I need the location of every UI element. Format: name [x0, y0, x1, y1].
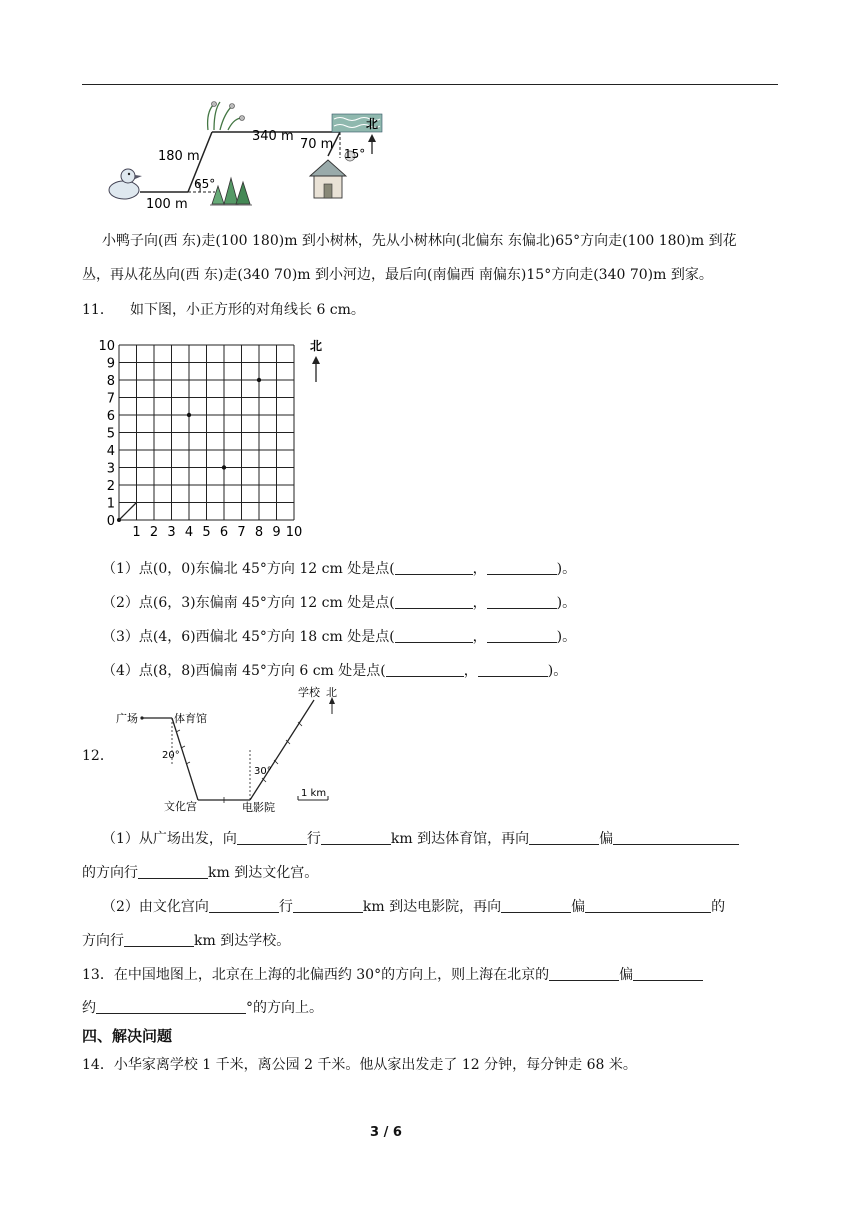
q11-item-3-sep: ，	[472, 629, 487, 645]
q11-item-2-blank-y[interactable]	[487, 594, 557, 609]
grid-point	[257, 378, 261, 382]
grid-lines	[119, 345, 294, 520]
north-arrow-icon	[368, 134, 376, 154]
q12-p2-blank-distance-2[interactable]	[124, 932, 194, 947]
trees-icon	[210, 178, 252, 205]
label-north-q11: 北	[310, 339, 323, 353]
x-tick-label: 7	[237, 525, 246, 540]
q11-item-1-blank-y[interactable]	[487, 560, 557, 575]
q11-item-1-sep: ，	[472, 561, 487, 577]
q12-part1-line2	[82, 862, 318, 882]
y-tick-label: 0	[106, 514, 115, 529]
grid-figure-q11	[98, 332, 338, 544]
q12-part2-line2	[82, 930, 290, 950]
label-north-q10: 北	[366, 117, 379, 131]
y-tick-label: 6	[106, 409, 115, 424]
header-rule	[82, 84, 778, 85]
q11-item-2	[102, 592, 576, 612]
q12-p2-text-c: km 到达电影院，再向	[362, 899, 502, 915]
q11-item-3-end: )。	[556, 629, 577, 645]
section-heading: 四、解决问题	[82, 1027, 173, 1045]
q12-p1-blank-distance[interactable]	[321, 830, 391, 845]
label-square: 广场	[116, 712, 138, 725]
q13-text-c: 约	[82, 1000, 96, 1016]
y-tick-label: 9	[106, 356, 115, 372]
q12-p1-text-a: （1）从广场出发，向	[102, 831, 237, 847]
q11-item-3	[102, 626, 576, 646]
label-15deg: 15°	[344, 147, 366, 161]
x-tick-label: 1	[132, 525, 141, 540]
x-tick-label: 10	[285, 525, 303, 540]
y-tick-label: 10	[98, 339, 115, 354]
y-tick-label: 2	[106, 479, 115, 494]
q11-item-1-end: )。	[556, 561, 577, 577]
label-340m: 340 m	[252, 129, 294, 144]
q14-text: 14．小华家离学校 1 千米，离公园 2 千米。他从家出发走了 12 分钟，每分钟走 68 米。	[82, 1057, 637, 1073]
label-north-q12: 北	[326, 686, 337, 699]
q13-line1	[82, 964, 703, 984]
label-palace: 文化宫	[164, 800, 197, 813]
q13-text-d: °的方向上。	[246, 1000, 323, 1016]
q13-text-a: 13．在中国地图上，北京在上海的北偏西约 30°的方向上，则上海在北京的	[82, 967, 550, 983]
q11-item-3-text: （3）点(4，6)西偏北 45°方向 18 cm 处是点(	[102, 629, 395, 645]
q11-item-4	[102, 660, 567, 680]
q13-text-b: 偏	[619, 967, 634, 983]
q12-p1-text-c: km 到达体育馆，再向	[390, 831, 530, 847]
x-tick-label: 2	[149, 525, 159, 540]
north-arrow-icon	[329, 697, 335, 714]
q11-item-4-end: )。	[547, 663, 568, 679]
label-cinema: 电影院	[242, 801, 275, 814]
q12-p1-text-f: km 到达文化宫。	[208, 865, 319, 881]
q12-p2-blank-direction[interactable]	[209, 898, 279, 913]
q12-p1-blank-direction[interactable]	[237, 830, 307, 845]
x-tick-label: 5	[202, 525, 211, 540]
q11-item-3-blank-y[interactable]	[487, 628, 557, 643]
q11-item-2-text: （2）点(6，3)东偏南 45°方向 12 cm 处是点(	[102, 595, 395, 611]
diagonal-segment	[119, 503, 137, 521]
q12-p2-text-e: 的	[711, 899, 726, 915]
q11-item-3-blank-x[interactable]	[395, 628, 473, 643]
q11-number: 11．	[82, 302, 114, 318]
q12-p2-blank-angle[interactable]	[585, 898, 711, 913]
label-20deg: 20°	[162, 750, 180, 761]
y-tick-label: 7	[106, 391, 115, 407]
q12-part2-line1	[102, 896, 725, 916]
q11-item-4-sep: ，	[463, 663, 478, 679]
q12-p2-blank-distance[interactable]	[293, 898, 363, 913]
label-100m: 100 m	[146, 197, 188, 212]
y-tick-labels	[98, 339, 115, 529]
q11-item-2-blank-x[interactable]	[395, 594, 473, 609]
q10-line2: 丛，再从花丛向(西 东)走(340 70)m 到小河边，最后向(南偏西 南偏东)15°方向走(340 70)m 到家。	[82, 267, 713, 283]
q11-item-4-blank-x[interactable]	[386, 662, 464, 677]
x-tick-labels	[132, 525, 302, 540]
label-70m: 70 m	[300, 137, 334, 152]
y-tick-label: 8	[106, 374, 115, 389]
label-65deg: 65°	[194, 177, 216, 191]
q11-item-1-text: （1）点(0，0)东偏北 45°方向 12 cm 处是点(	[102, 561, 395, 577]
y-tick-label: 4	[106, 444, 115, 459]
x-tick-label: 8	[254, 525, 264, 540]
x-tick-label: 9	[272, 525, 281, 540]
q12-p2-text-g: km 到达学校。	[194, 933, 291, 949]
label-gym: 体育馆	[174, 712, 207, 725]
q11-item-1	[102, 558, 576, 578]
y-tick-label: 1	[106, 496, 115, 512]
q12-p1-blank-direction-2[interactable]	[529, 830, 599, 845]
grid-point	[187, 413, 191, 417]
q12-p2-blank-direction-2[interactable]	[501, 898, 571, 913]
y-tick-label: 5	[106, 426, 115, 442]
map-figure-q12	[112, 684, 352, 814]
label-30deg: 30°	[254, 766, 272, 777]
duck-icon	[109, 169, 142, 199]
q10-line1: 小鸭子向(西 东)走(100 180)m 到小树林，先从小树林向(北偏东 东偏北)65°方向走(100 180)m 到花	[102, 233, 737, 249]
q12-p1-text-d: 偏	[599, 831, 614, 847]
q11-item-4-text: （4）点(8，8)西偏南 45°方向 6 cm 处是点(	[102, 663, 386, 679]
q11-item-2-sep: ，	[472, 595, 487, 611]
q12-p2-text-b: 行	[278, 899, 293, 915]
page-number: 3 / 6	[370, 1125, 402, 1140]
q12-p1-blank-distance-2[interactable]	[138, 864, 208, 879]
route-figure-q10	[100, 96, 400, 216]
q11-item-2-end: )。	[556, 595, 577, 611]
q12-p1-text-b: 行	[306, 831, 321, 847]
q13-blank-angle[interactable]	[96, 999, 246, 1014]
q11-stem: 如下图，小正方形的对角线长 6 cm。	[130, 302, 365, 318]
label-180m: 180 m	[158, 149, 200, 164]
q13-blank-direction[interactable]	[549, 966, 619, 981]
q12-p2-text-f: 方向行	[82, 933, 124, 949]
label-scale: 1 km	[301, 788, 327, 799]
x-tick-label: 3	[167, 525, 176, 540]
x-tick-label: 6	[219, 525, 229, 540]
q11-item-4-blank-y[interactable]	[478, 662, 548, 677]
x-tick-label: 4	[184, 525, 194, 540]
north-arrow-icon	[312, 356, 320, 382]
flowers-icon	[208, 102, 245, 131]
q12-p1-blank-angle[interactable]	[613, 830, 739, 845]
q12-number: 12．	[82, 748, 114, 764]
grid-point	[222, 465, 226, 469]
q13-blank-direction-2[interactable]	[633, 966, 703, 981]
q11-item-1-blank-x[interactable]	[395, 560, 473, 575]
q12-p2-text-a: （2）由文化宫向	[102, 899, 209, 915]
q12-p1-text-e: 的方向行	[82, 865, 138, 881]
label-school: 学校	[298, 686, 320, 699]
q12-part1-line1	[102, 828, 739, 848]
q13-line2	[82, 997, 323, 1017]
q12-p2-text-d: 偏	[571, 899, 586, 915]
y-tick-label: 3	[106, 461, 115, 477]
